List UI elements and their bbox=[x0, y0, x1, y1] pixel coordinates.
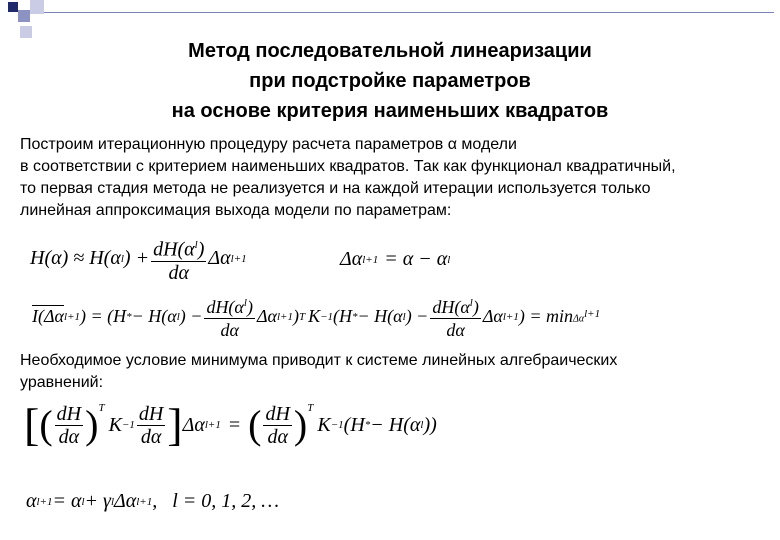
formula-sup: l bbox=[420, 419, 424, 431]
formula-text: Δα bbox=[208, 247, 231, 270]
formula-sup: T bbox=[307, 402, 314, 414]
formula-text: ) − bbox=[405, 306, 429, 326]
formula-text: ) + bbox=[123, 247, 150, 270]
formula-text: K bbox=[308, 306, 321, 326]
condition-line: уравнений: bbox=[20, 374, 104, 391]
paren-close: ) bbox=[293, 402, 308, 447]
formula-text: K bbox=[108, 413, 122, 436]
formula-sup: l bbox=[447, 253, 451, 266]
formula-sup: l+1 bbox=[204, 419, 221, 431]
formula-text: K bbox=[317, 413, 331, 436]
formula-sup: l+1 bbox=[230, 252, 247, 265]
frac-den: dα bbox=[446, 320, 465, 340]
intro-line: то первая стадия метода не реализуется и на каждой итерации используется только bbox=[20, 180, 651, 197]
formula-text: Δα bbox=[572, 313, 585, 325]
frac-den: dα bbox=[58, 425, 80, 448]
formula-sup: −1 bbox=[330, 419, 344, 431]
formula-sup: l+1 bbox=[36, 495, 53, 508]
formula-sup: * bbox=[364, 419, 371, 431]
derivative-fraction bbox=[55, 403, 83, 448]
formula-text: ) bbox=[197, 238, 205, 261]
formula-text: (H bbox=[343, 413, 365, 436]
frac-den: dα bbox=[140, 425, 162, 448]
deco-square bbox=[30, 0, 44, 14]
formula-text: Δα bbox=[114, 490, 137, 512]
formula-text: − H(α bbox=[131, 306, 177, 326]
formula-text: ) = (H bbox=[80, 306, 127, 326]
derivative-fraction bbox=[263, 403, 291, 448]
bracket-close: ] bbox=[167, 399, 183, 450]
formula-text: ) − bbox=[179, 306, 203, 326]
formula-text: ) bbox=[472, 297, 479, 317]
formula-text: + γ bbox=[84, 490, 111, 512]
frac-num: dH(α bbox=[153, 238, 195, 261]
formula-sup: l bbox=[469, 297, 473, 309]
derivative-fraction bbox=[430, 292, 481, 341]
frac-den: dα bbox=[267, 425, 288, 448]
formula-text: α bbox=[26, 490, 37, 512]
formula-system bbox=[24, 399, 437, 450]
formula-sup: l bbox=[81, 495, 85, 508]
formula-criterion bbox=[32, 292, 600, 341]
formula-text: Δα bbox=[182, 413, 205, 436]
formula-text: H(α) ≈ H(α bbox=[30, 247, 121, 270]
title-line: при подстройке параметров bbox=[249, 70, 531, 92]
formula-text: Δα bbox=[340, 248, 363, 270]
top-rule bbox=[44, 12, 774, 13]
formula-text: I(Δα bbox=[32, 306, 65, 326]
intro-paragraph bbox=[20, 134, 676, 222]
formula-text: , l = 0, 1, 2, … bbox=[152, 490, 280, 512]
formula-sup: l bbox=[243, 297, 247, 309]
formula-linearization bbox=[30, 234, 247, 284]
frac-num: dH(α bbox=[432, 297, 470, 317]
bracket-open: [ bbox=[24, 399, 40, 450]
formula-sup: l bbox=[110, 495, 114, 508]
formula-sup: T bbox=[98, 402, 105, 414]
formula-text: − H(α bbox=[370, 413, 421, 436]
formula-sup: l+1 bbox=[136, 495, 153, 508]
deco-square bbox=[18, 10, 30, 22]
min-subscript bbox=[573, 308, 600, 324]
formula-sup: l+1 bbox=[362, 253, 379, 266]
formula-sup: l+1 bbox=[584, 308, 601, 321]
formula-sup: l bbox=[120, 252, 124, 265]
paren-close: ) bbox=[85, 402, 99, 447]
formula-text: − H(α bbox=[357, 306, 403, 326]
frac-den: dα bbox=[168, 261, 189, 284]
formula-text: Δα bbox=[482, 306, 503, 326]
formula-sup: −1 bbox=[121, 419, 135, 431]
paren-open: ( bbox=[39, 402, 53, 447]
derivative-fraction bbox=[151, 234, 206, 284]
frac-num: dH(α bbox=[206, 297, 244, 317]
formula-text: = bbox=[228, 413, 241, 436]
intro-line: Построим итерационную процедуру расчета параметров α модели bbox=[20, 136, 517, 153]
derivative-fraction bbox=[204, 292, 255, 341]
formula-text: ) bbox=[292, 306, 299, 326]
slide-title bbox=[0, 36, 780, 126]
formula-text: = α − α bbox=[384, 248, 448, 270]
formula-sup: −1 bbox=[320, 310, 334, 323]
formula-text: ) = min bbox=[518, 306, 573, 326]
intro-line: в соответствии с критерием наименьших квадратов. Так как функционал квадратичный, bbox=[20, 158, 676, 175]
formula-sup: l+1 bbox=[276, 310, 293, 323]
formula-sup: l bbox=[194, 239, 198, 251]
frac-num: dH bbox=[138, 402, 164, 425]
formula-text: Δα bbox=[256, 306, 277, 326]
condition-paragraph bbox=[20, 350, 617, 394]
intro-line: линейная аппроксимация выхода модели по параметрам: bbox=[20, 202, 452, 219]
title-line: Метод последовательной линеаризации bbox=[188, 40, 592, 62]
formula-text: )) bbox=[423, 413, 437, 436]
formula-sup: * bbox=[352, 310, 358, 323]
formula-iteration bbox=[26, 490, 279, 513]
formula-text: = α bbox=[52, 490, 82, 512]
deco-square bbox=[8, 2, 18, 12]
formula-sup: l+1 bbox=[502, 310, 519, 323]
paren-open: ( bbox=[248, 402, 262, 447]
formula-sup: l bbox=[402, 310, 406, 323]
condition-line: Необходимое условие минимума приводит к системе линейных алгебраических bbox=[20, 352, 618, 369]
formula-sup: l+1 bbox=[64, 310, 80, 323]
derivative-fraction bbox=[137, 403, 165, 448]
formula-sup: l bbox=[176, 310, 180, 323]
title-line: на основе критерия наименьших квадратов bbox=[171, 100, 609, 122]
formula-text: (H bbox=[333, 306, 353, 326]
frac-den: dα bbox=[220, 320, 239, 340]
frac-num: dH bbox=[56, 402, 82, 425]
frac-num: dH bbox=[265, 402, 290, 425]
formula-sup: * bbox=[126, 310, 132, 323]
formula-sup: T bbox=[298, 310, 306, 323]
formula-text: ) bbox=[246, 297, 253, 317]
formula-delta bbox=[340, 248, 450, 271]
